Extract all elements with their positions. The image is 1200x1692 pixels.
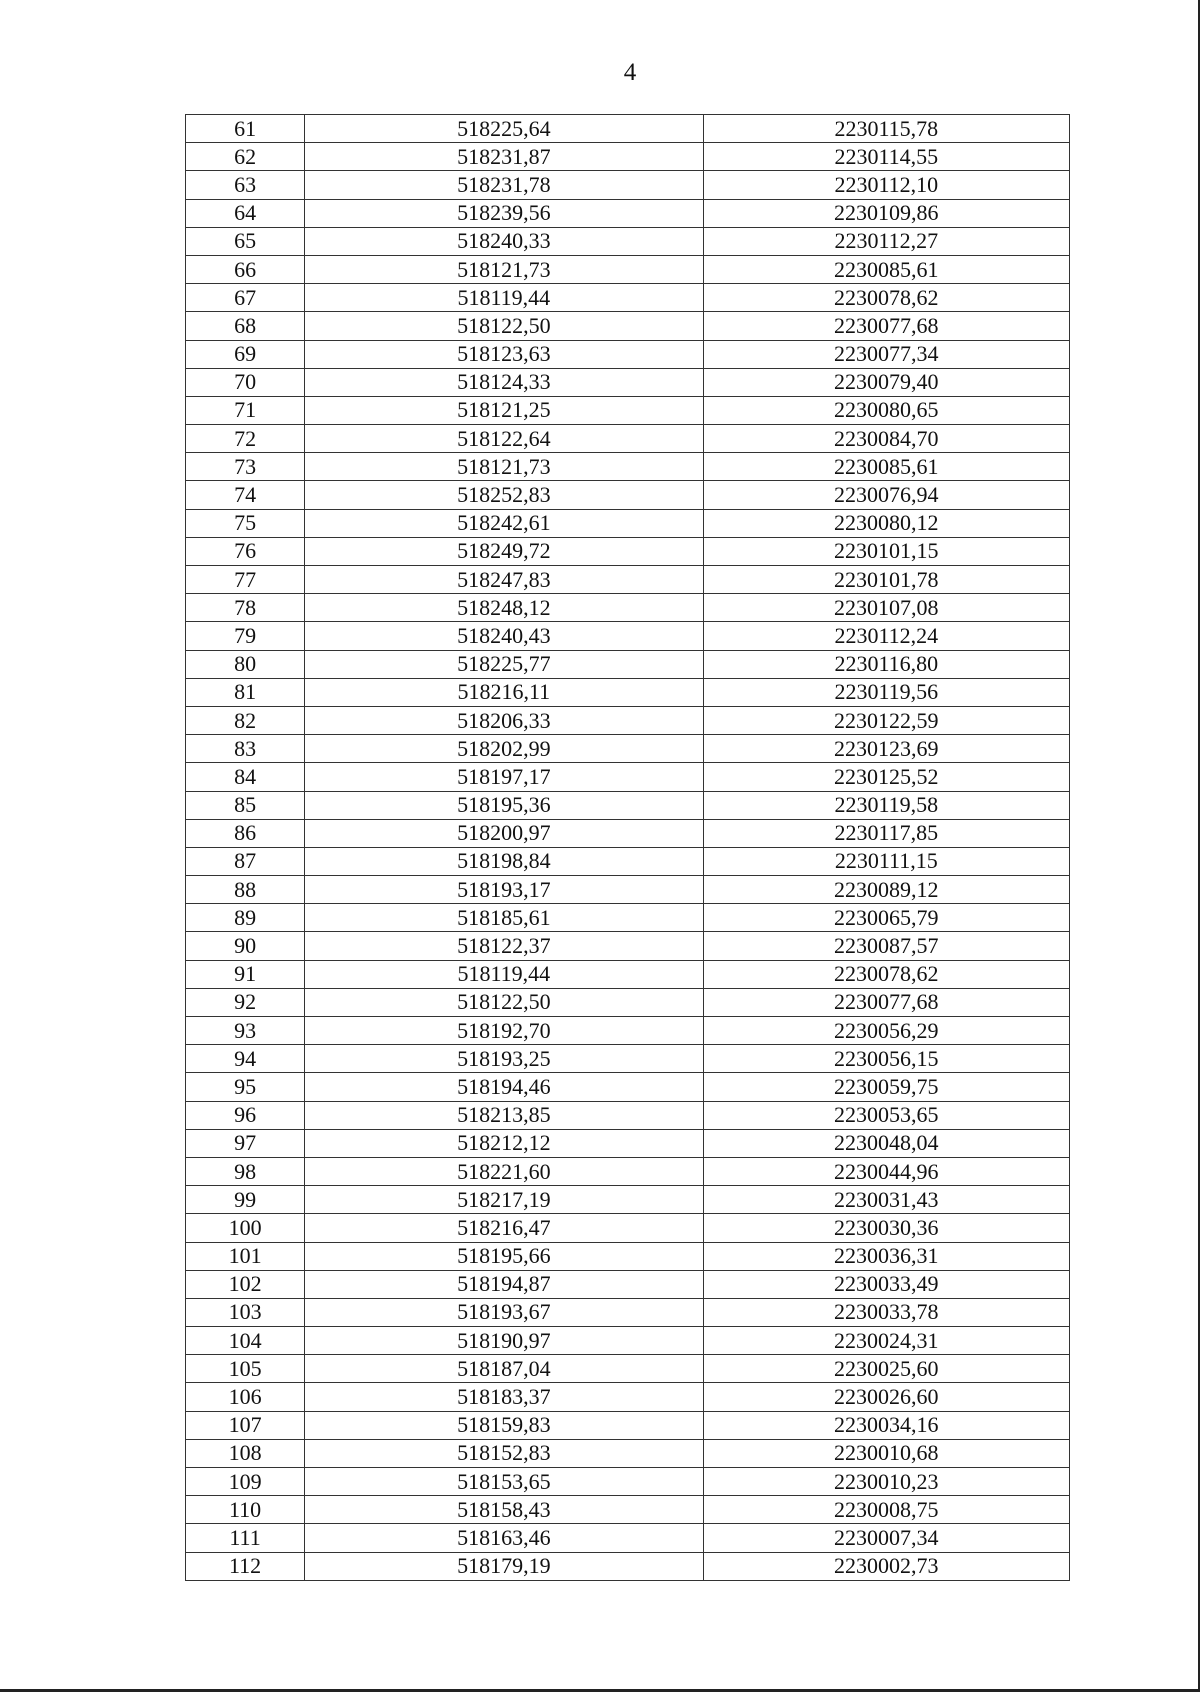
x-coordinate-cell: 518197,17 — [305, 763, 703, 791]
y-coordinate-cell: 2230115,78 — [703, 115, 1069, 143]
table-row — [186, 988, 1070, 1016]
point-number-cell: 99 — [186, 1186, 305, 1214]
x-coordinate-cell: 518193,67 — [305, 1298, 703, 1326]
x-coordinate-cell: 518193,25 — [305, 1045, 703, 1073]
point-number-cell: 71 — [186, 396, 305, 424]
point-number-cell: 70 — [186, 368, 305, 396]
x-coordinate-cell: 518185,61 — [305, 904, 703, 932]
table-row — [186, 171, 1070, 199]
table-row — [186, 1017, 1070, 1045]
y-coordinate-cell: 2230048,04 — [703, 1129, 1069, 1157]
table-row — [186, 1439, 1070, 1467]
table-row — [186, 312, 1070, 340]
y-coordinate-cell: 2230076,94 — [703, 481, 1069, 509]
point-number-cell: 67 — [186, 284, 305, 312]
table-row — [186, 255, 1070, 283]
y-coordinate-cell: 2230078,62 — [703, 284, 1069, 312]
point-number-cell: 72 — [186, 425, 305, 453]
table-row — [186, 453, 1070, 481]
point-number-cell: 63 — [186, 171, 305, 199]
table-row — [186, 932, 1070, 960]
y-coordinate-cell: 2230112,27 — [703, 227, 1069, 255]
x-coordinate-cell: 518242,61 — [305, 509, 703, 537]
y-coordinate-cell: 2230033,78 — [703, 1298, 1069, 1326]
table-row — [186, 706, 1070, 734]
coordinates-table — [185, 114, 1070, 1581]
point-number-cell: 97 — [186, 1129, 305, 1157]
x-coordinate-cell: 518195,66 — [305, 1242, 703, 1270]
y-coordinate-cell: 2230024,31 — [703, 1327, 1069, 1355]
y-coordinate-cell: 2230059,75 — [703, 1073, 1069, 1101]
table-row — [186, 1327, 1070, 1355]
table-row — [186, 143, 1070, 171]
y-coordinate-cell: 2230112,24 — [703, 622, 1069, 650]
y-coordinate-cell: 2230101,15 — [703, 537, 1069, 565]
point-number-cell: 75 — [186, 509, 305, 537]
y-coordinate-cell: 2230053,65 — [703, 1101, 1069, 1129]
table-row — [186, 1129, 1070, 1157]
x-coordinate-cell: 518248,12 — [305, 594, 703, 622]
y-coordinate-cell: 2230112,10 — [703, 171, 1069, 199]
x-coordinate-cell: 518122,37 — [305, 932, 703, 960]
table-row — [186, 1496, 1070, 1524]
table-row — [186, 199, 1070, 227]
point-number-cell: 81 — [186, 678, 305, 706]
x-coordinate-cell: 518225,64 — [305, 115, 703, 143]
point-number-cell: 74 — [186, 481, 305, 509]
table-row — [186, 876, 1070, 904]
table-row — [186, 1411, 1070, 1439]
table-row — [186, 509, 1070, 537]
point-number-cell: 68 — [186, 312, 305, 340]
y-coordinate-cell: 2230077,34 — [703, 340, 1069, 368]
y-coordinate-cell: 2230002,73 — [703, 1552, 1069, 1580]
coordinates-table-body — [186, 115, 1070, 1581]
point-number-cell: 92 — [186, 988, 305, 1016]
table-row — [186, 791, 1070, 819]
table-row — [186, 1524, 1070, 1552]
point-number-cell: 107 — [186, 1411, 305, 1439]
x-coordinate-cell: 518159,83 — [305, 1411, 703, 1439]
x-coordinate-cell: 518152,83 — [305, 1439, 703, 1467]
table-row — [186, 1157, 1070, 1185]
y-coordinate-cell: 2230087,57 — [703, 932, 1069, 960]
point-number-cell: 98 — [186, 1157, 305, 1185]
table-row — [186, 396, 1070, 424]
point-number-cell: 91 — [186, 960, 305, 988]
y-coordinate-cell: 2230010,68 — [703, 1439, 1069, 1467]
table-row — [186, 1101, 1070, 1129]
table-row — [186, 847, 1070, 875]
x-coordinate-cell: 518183,37 — [305, 1383, 703, 1411]
table-row — [186, 425, 1070, 453]
point-number-cell: 79 — [186, 622, 305, 650]
point-number-cell: 86 — [186, 819, 305, 847]
x-coordinate-cell: 518240,33 — [305, 227, 703, 255]
table-row — [186, 1468, 1070, 1496]
x-coordinate-cell: 518122,50 — [305, 988, 703, 1016]
point-number-cell: 105 — [186, 1355, 305, 1383]
y-coordinate-cell: 2230077,68 — [703, 988, 1069, 1016]
x-coordinate-cell: 518122,64 — [305, 425, 703, 453]
y-coordinate-cell: 2230111,15 — [703, 847, 1069, 875]
y-coordinate-cell: 2230078,62 — [703, 960, 1069, 988]
y-coordinate-cell: 2230089,12 — [703, 876, 1069, 904]
table-row — [186, 1242, 1070, 1270]
point-number-cell: 90 — [186, 932, 305, 960]
y-coordinate-cell: 2230065,79 — [703, 904, 1069, 932]
table-row — [186, 1355, 1070, 1383]
y-coordinate-cell: 2230033,49 — [703, 1270, 1069, 1298]
table-row — [186, 284, 1070, 312]
table-row — [186, 1214, 1070, 1242]
x-coordinate-cell: 518193,17 — [305, 876, 703, 904]
point-number-cell: 104 — [186, 1327, 305, 1355]
y-coordinate-cell: 2230123,69 — [703, 735, 1069, 763]
x-coordinate-cell: 518194,87 — [305, 1270, 703, 1298]
point-number-cell: 89 — [186, 904, 305, 932]
x-coordinate-cell: 518231,78 — [305, 171, 703, 199]
table-row — [186, 340, 1070, 368]
y-coordinate-cell: 2230025,60 — [703, 1355, 1069, 1383]
point-number-cell: 69 — [186, 340, 305, 368]
y-coordinate-cell: 2230079,40 — [703, 368, 1069, 396]
x-coordinate-cell: 518122,50 — [305, 312, 703, 340]
y-coordinate-cell: 2230030,36 — [703, 1214, 1069, 1242]
x-coordinate-cell: 518124,33 — [305, 368, 703, 396]
y-coordinate-cell: 2230056,29 — [703, 1017, 1069, 1045]
table-row — [186, 115, 1070, 143]
y-coordinate-cell: 2230085,61 — [703, 255, 1069, 283]
point-number-cell: 102 — [186, 1270, 305, 1298]
y-coordinate-cell: 2230109,86 — [703, 199, 1069, 227]
x-coordinate-cell: 518187,04 — [305, 1355, 703, 1383]
point-number-cell: 96 — [186, 1101, 305, 1129]
point-number-cell: 73 — [186, 453, 305, 481]
y-coordinate-cell: 2230101,78 — [703, 566, 1069, 594]
x-coordinate-cell: 518192,70 — [305, 1017, 703, 1045]
point-number-cell: 109 — [186, 1468, 305, 1496]
point-number-cell: 80 — [186, 650, 305, 678]
page-number: 4 — [623, 59, 637, 86]
point-number-cell: 76 — [186, 537, 305, 565]
table-row — [186, 594, 1070, 622]
table-row — [186, 566, 1070, 594]
point-number-cell: 62 — [186, 143, 305, 171]
x-coordinate-cell: 518212,12 — [305, 1129, 703, 1157]
point-number-cell: 100 — [186, 1214, 305, 1242]
y-coordinate-cell: 2230008,75 — [703, 1496, 1069, 1524]
y-coordinate-cell: 2230125,52 — [703, 763, 1069, 791]
point-number-cell: 77 — [186, 566, 305, 594]
x-coordinate-cell: 518119,44 — [305, 284, 703, 312]
x-coordinate-cell: 518200,97 — [305, 819, 703, 847]
table-row — [186, 368, 1070, 396]
point-number-cell: 83 — [186, 735, 305, 763]
table-row — [186, 622, 1070, 650]
y-coordinate-cell: 2230034,16 — [703, 1411, 1069, 1439]
table-row — [186, 1383, 1070, 1411]
point-number-cell: 82 — [186, 706, 305, 734]
y-coordinate-cell: 2230119,56 — [703, 678, 1069, 706]
point-number-cell: 103 — [186, 1298, 305, 1326]
x-coordinate-cell: 518198,84 — [305, 847, 703, 875]
point-number-cell: 95 — [186, 1073, 305, 1101]
table-row — [186, 735, 1070, 763]
x-coordinate-cell: 518221,60 — [305, 1157, 703, 1185]
table-row — [186, 678, 1070, 706]
point-number-cell: 66 — [186, 255, 305, 283]
point-number-cell: 84 — [186, 763, 305, 791]
y-coordinate-cell: 2230036,31 — [703, 1242, 1069, 1270]
y-coordinate-cell: 2230084,70 — [703, 425, 1069, 453]
table-row — [186, 537, 1070, 565]
point-number-cell: 87 — [186, 847, 305, 875]
x-coordinate-cell: 518252,83 — [305, 481, 703, 509]
x-coordinate-cell: 518239,56 — [305, 199, 703, 227]
y-coordinate-cell: 2230007,34 — [703, 1524, 1069, 1552]
y-coordinate-cell: 2230026,60 — [703, 1383, 1069, 1411]
x-coordinate-cell: 518202,99 — [305, 735, 703, 763]
table-row — [186, 1298, 1070, 1326]
x-coordinate-cell: 518121,25 — [305, 396, 703, 424]
point-number-cell: 112 — [186, 1552, 305, 1580]
x-coordinate-cell: 518194,46 — [305, 1073, 703, 1101]
point-number-cell: 106 — [186, 1383, 305, 1411]
y-coordinate-cell: 2230116,80 — [703, 650, 1069, 678]
table-row — [186, 904, 1070, 932]
y-coordinate-cell: 2230085,61 — [703, 453, 1069, 481]
point-number-cell: 85 — [186, 791, 305, 819]
y-coordinate-cell: 2230056,15 — [703, 1045, 1069, 1073]
y-coordinate-cell: 2230117,85 — [703, 819, 1069, 847]
x-coordinate-cell: 518158,43 — [305, 1496, 703, 1524]
point-number-cell: 94 — [186, 1045, 305, 1073]
point-number-cell: 78 — [186, 594, 305, 622]
y-coordinate-cell: 2230077,68 — [703, 312, 1069, 340]
y-coordinate-cell: 2230080,65 — [703, 396, 1069, 424]
x-coordinate-cell: 518249,72 — [305, 537, 703, 565]
table-row — [186, 227, 1070, 255]
table-row — [186, 1045, 1070, 1073]
point-number-cell: 88 — [186, 876, 305, 904]
y-coordinate-cell: 2230107,08 — [703, 594, 1069, 622]
y-coordinate-cell: 2230114,55 — [703, 143, 1069, 171]
point-number-cell: 110 — [186, 1496, 305, 1524]
point-number-cell: 101 — [186, 1242, 305, 1270]
point-number-cell: 111 — [186, 1524, 305, 1552]
y-coordinate-cell: 2230010,23 — [703, 1468, 1069, 1496]
x-coordinate-cell: 518123,63 — [305, 340, 703, 368]
table-row — [186, 1270, 1070, 1298]
x-coordinate-cell: 518217,19 — [305, 1186, 703, 1214]
x-coordinate-cell: 518240,43 — [305, 622, 703, 650]
y-coordinate-cell: 2230044,96 — [703, 1157, 1069, 1185]
table-row — [186, 960, 1070, 988]
x-coordinate-cell: 518213,85 — [305, 1101, 703, 1129]
table-row — [186, 1073, 1070, 1101]
y-coordinate-cell: 2230080,12 — [703, 509, 1069, 537]
table-row — [186, 650, 1070, 678]
y-coordinate-cell: 2230119,58 — [703, 791, 1069, 819]
x-coordinate-cell: 518216,11 — [305, 678, 703, 706]
table-row — [186, 1186, 1070, 1214]
x-coordinate-cell: 518195,36 — [305, 791, 703, 819]
x-coordinate-cell: 518153,65 — [305, 1468, 703, 1496]
x-coordinate-cell: 518121,73 — [305, 255, 703, 283]
x-coordinate-cell: 518119,44 — [305, 960, 703, 988]
table-row — [186, 819, 1070, 847]
y-coordinate-cell: 2230031,43 — [703, 1186, 1069, 1214]
x-coordinate-cell: 518247,83 — [305, 566, 703, 594]
y-coordinate-cell: 2230122,59 — [703, 706, 1069, 734]
point-number-cell: 61 — [186, 115, 305, 143]
x-coordinate-cell: 518216,47 — [305, 1214, 703, 1242]
x-coordinate-cell: 518121,73 — [305, 453, 703, 481]
x-coordinate-cell: 518190,97 — [305, 1327, 703, 1355]
point-number-cell: 65 — [186, 227, 305, 255]
table-row — [186, 763, 1070, 791]
point-number-cell: 108 — [186, 1439, 305, 1467]
x-coordinate-cell: 518225,77 — [305, 650, 703, 678]
table-row — [186, 481, 1070, 509]
point-number-cell: 64 — [186, 199, 305, 227]
point-number-cell: 93 — [186, 1017, 305, 1045]
x-coordinate-cell: 518179,19 — [305, 1552, 703, 1580]
x-coordinate-cell: 518163,46 — [305, 1524, 703, 1552]
x-coordinate-cell: 518206,33 — [305, 706, 703, 734]
table-row — [186, 1552, 1070, 1580]
x-coordinate-cell: 518231,87 — [305, 143, 703, 171]
